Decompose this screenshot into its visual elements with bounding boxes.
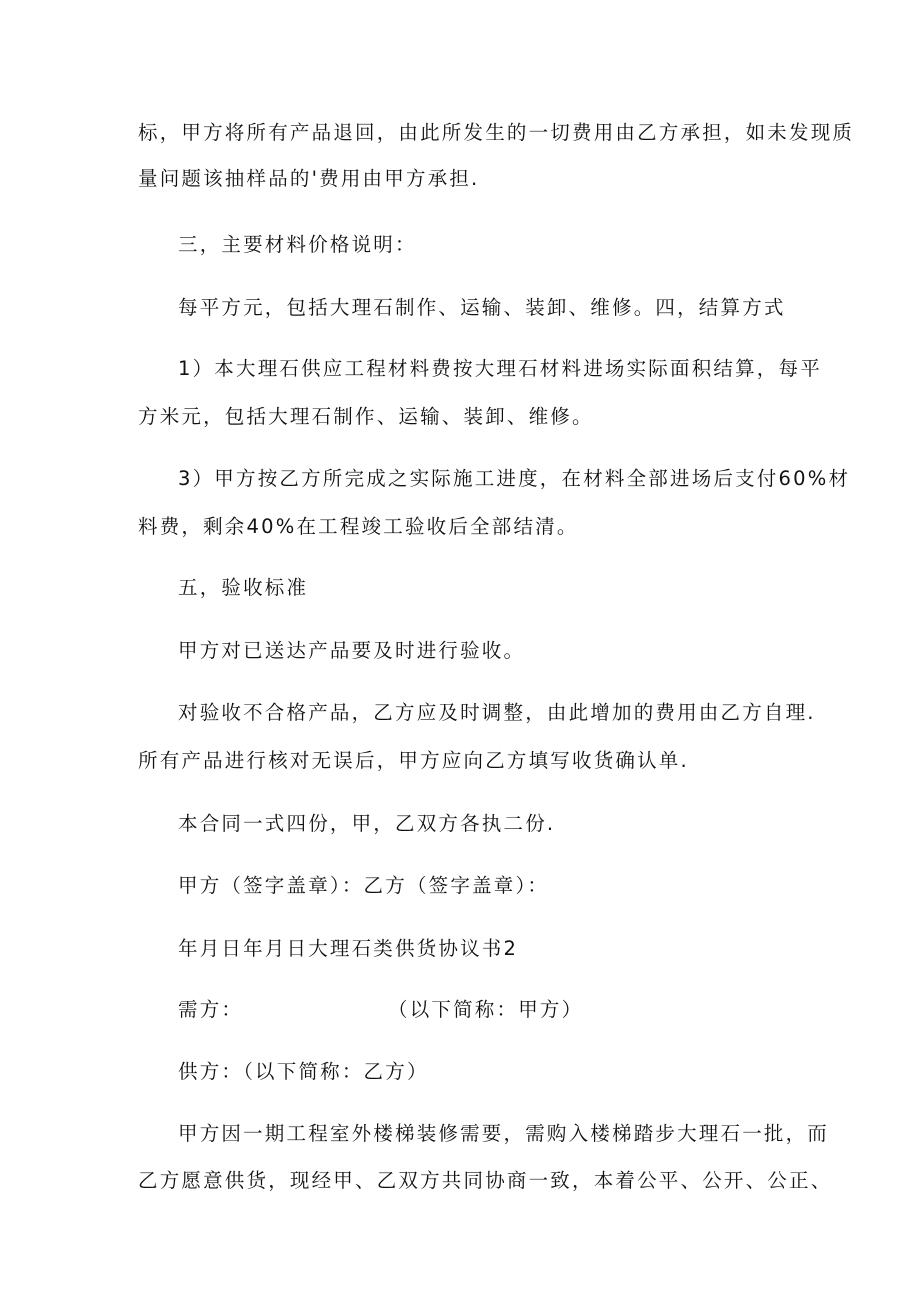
paragraph-line: 标，甲方将所有产品退回，由此所发生的一切费用由乙方承担，如未发现质 bbox=[138, 121, 855, 144]
paragraph-line: 3）甲方按乙方所完成之实际施工进度，在材料全部进场后支付60%材 bbox=[178, 467, 851, 490]
paragraph-line: 本合同一式四份，甲，乙双方各执二份. bbox=[178, 812, 556, 835]
paragraph-line: 所有产品进行核对无误后，甲方应向乙方填写收货确认单. bbox=[138, 749, 689, 772]
section-heading: 三，主要材料价格说明： bbox=[178, 233, 417, 256]
paragraph-line: 甲方因一期工程室外楼梯装修需要，需购入楼梯踏步大理石一批，而 bbox=[178, 1122, 830, 1145]
supplier-line: 供方：（以下简称：乙方） bbox=[178, 1060, 429, 1083]
paragraph-line: 甲方对已送达产品要及时进行验收。 bbox=[178, 639, 526, 662]
paragraph-line: 乙方愿意供货，现经甲、乙双方共同协商一致，本着公平、公开、公正、 bbox=[138, 1169, 833, 1192]
paragraph-line: 每平方元，包括大理石制作、运输、装卸、维修。四，结算方式 bbox=[178, 296, 786, 319]
paragraph-line: 1）本大理石供应工程材料费按大理石材料进场实际面积结算，每平 bbox=[178, 357, 822, 380]
paragraph-line: 量问题该抽样品的'费用由甲方承担. bbox=[138, 167, 480, 190]
signature-line: 甲方（签字盖章）：乙方（签字盖章）： bbox=[178, 874, 550, 897]
document-title-line: 年月日年月日大理石类供货协议书2 bbox=[178, 937, 519, 960]
buyer-alias: （以下简称：甲方） bbox=[388, 998, 584, 1021]
buyer-label: 需方： bbox=[178, 998, 244, 1021]
paragraph-line: 方米元，包括大理石制作、运输、装卸、维修。 bbox=[138, 405, 594, 428]
section-heading: 五，验收标准 bbox=[178, 576, 309, 599]
paragraph-line: 料费，剩余40%在工程竣工验收后全部结清。 bbox=[138, 515, 579, 538]
paragraph-line: 对验收不合格产品，乙方应及时调整，由此增加的费用由乙方自理. bbox=[178, 701, 816, 724]
